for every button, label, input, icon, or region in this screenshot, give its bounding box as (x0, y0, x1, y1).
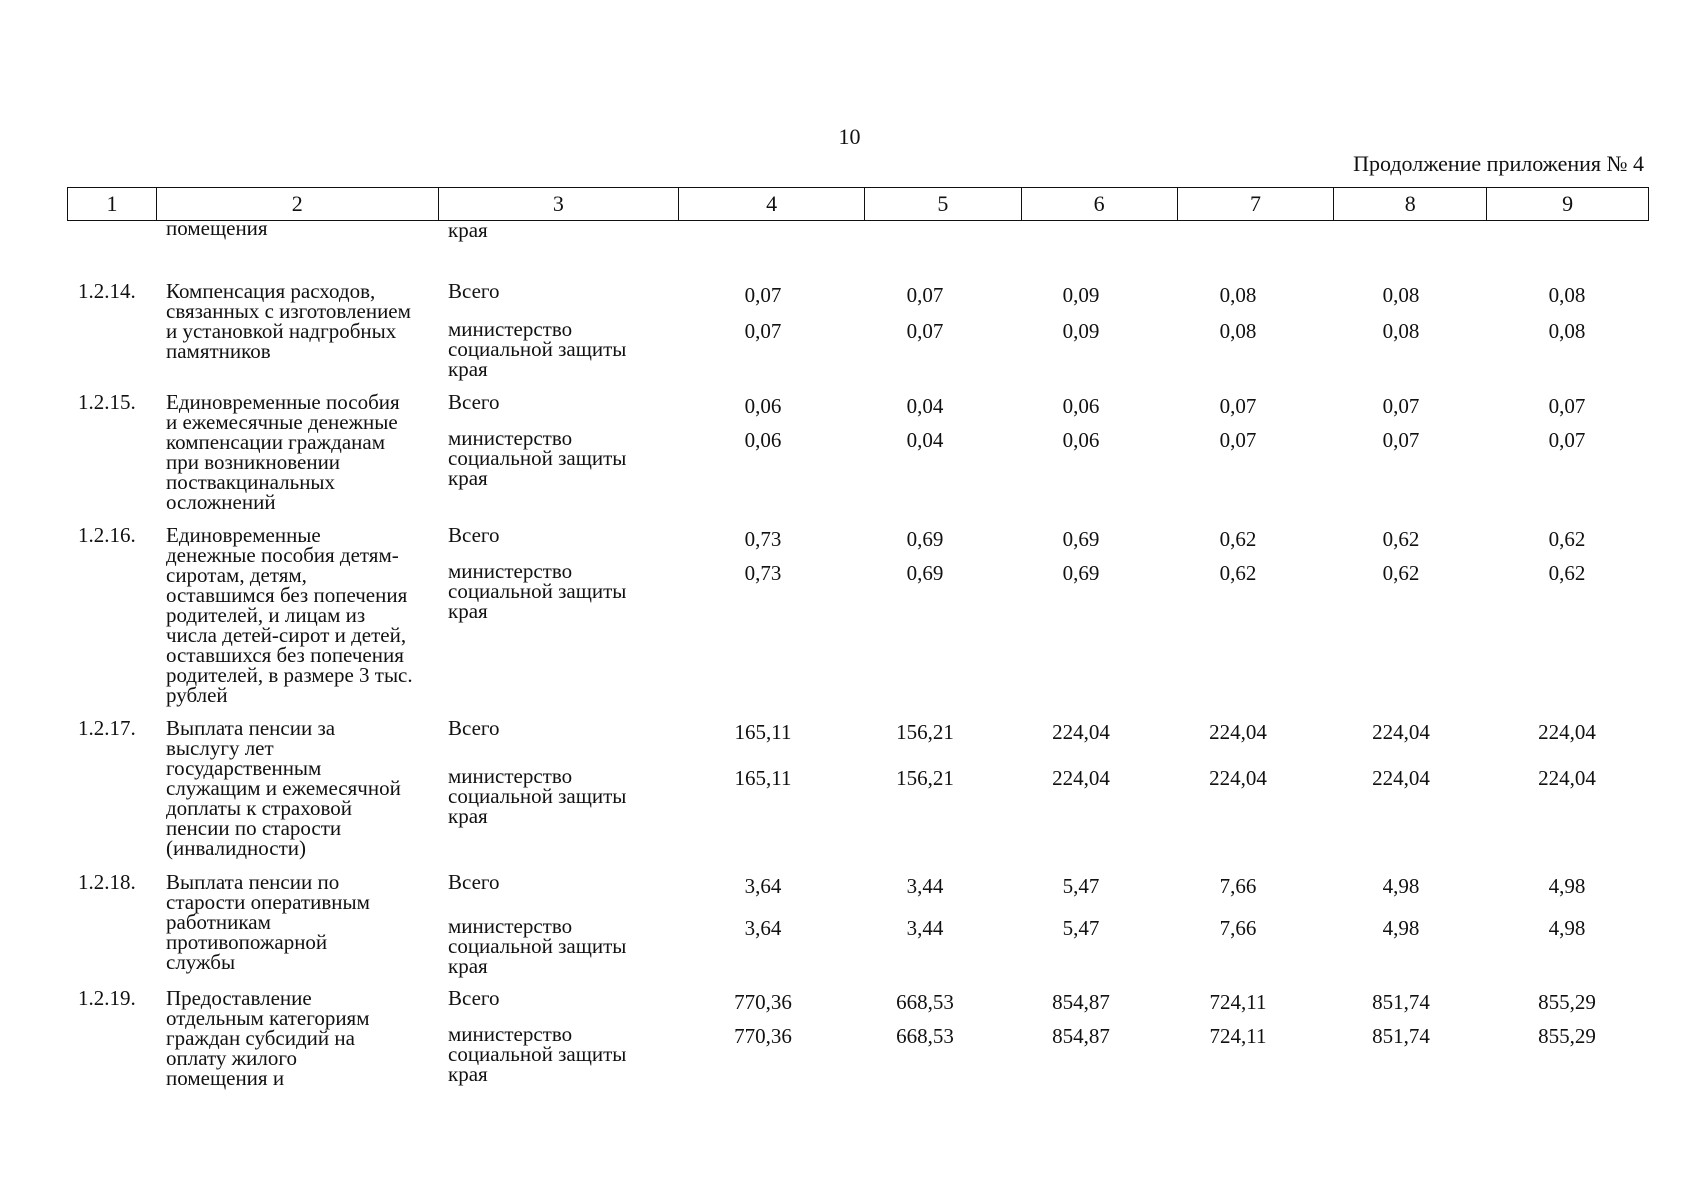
total-value-col-8: 0,62 (1382, 527, 1420, 551)
row-name (166, 281, 448, 361)
row-name-line: памятников (166, 339, 271, 363)
ministry-value-col-8: 0,07 (1382, 428, 1420, 452)
row-name-line: числа детей-сирот и детей, (166, 623, 407, 647)
ministry-value-col-6: 0,69 (1062, 561, 1100, 585)
total-value-col-7: 0,08 (1219, 283, 1257, 307)
ministry-value-col-6: 5,47 (1062, 916, 1100, 940)
ministry-value-col-8: 4,98 (1382, 916, 1420, 940)
header-col-2: 2 (157, 188, 439, 220)
page-number: 10 (838, 124, 861, 149)
header-col-8: 8 (1334, 188, 1487, 220)
executor-ministry-line: социальной защиты (448, 337, 627, 361)
row-name (166, 718, 448, 858)
header-col-3: 3 (439, 188, 680, 220)
total-value-col-7: 0,07 (1219, 394, 1257, 418)
continuation-label: Продолжение приложения № 4 (1353, 151, 1644, 176)
ministry-value-col-9: 0,08 (1548, 319, 1586, 343)
executor-total-label: Всего (448, 870, 500, 894)
ministry-value-col-5: 0,69 (906, 561, 944, 585)
header-col-5: 5 (865, 188, 1022, 220)
ministry-value-col-5: 0,07 (906, 319, 944, 343)
total-value-col-9: 0,07 (1548, 394, 1586, 418)
row-name-line: оставшимся без попечения (166, 583, 408, 607)
row-name-line: доплаты к страховой (166, 796, 352, 820)
ministry-value-col-9: 855,29 (1538, 1024, 1596, 1048)
ministry-value-col-7: 0,07 (1219, 428, 1257, 452)
row-name-line: Предоставление (166, 986, 312, 1010)
executor-ministry-line: социальной защиты (448, 446, 627, 470)
ministry-value-col-5: 668,53 (896, 1024, 954, 1048)
row-name-line: Единовременные пособия (166, 390, 400, 414)
executor-ministry-line: министерство (448, 1022, 573, 1046)
executor-ministry-line: министерство (448, 914, 573, 938)
total-value-col-5: 0,07 (906, 283, 944, 307)
total-value-col-5: 156,21 (896, 720, 954, 744)
row-name-line: родителей, в размере 3 тыс. (166, 663, 413, 687)
row-name-line: отдельным категориям (166, 1006, 370, 1030)
row-name-line: противопожарной (166, 930, 328, 954)
executor-ministry-line: социальной защиты (448, 784, 627, 808)
row-name-line: компенсации гражданам (166, 430, 385, 454)
total-value-col-6: 854,87 (1052, 990, 1110, 1014)
row-name-line: (инвалидности) (166, 836, 307, 860)
row-name-line: сиротам, детям, (166, 563, 307, 587)
row-name-line: служащим и ежемесячной (166, 776, 401, 800)
row-number: 1.2.15. (78, 390, 136, 414)
row-name (166, 988, 448, 1088)
ministry-value-col-9: 0,62 (1548, 561, 1586, 585)
ministry-value-col-7: 7,66 (1219, 916, 1257, 940)
row-name-line: и ежемесячные денежные (166, 410, 398, 434)
executor-ministry-line: министерство (448, 426, 573, 450)
executor-ministry-line: края (448, 599, 488, 623)
total-value-col-8: 224,04 (1372, 720, 1430, 744)
row-name (166, 872, 448, 972)
total-value-col-5: 3,44 (906, 874, 944, 898)
row-number: 1.2.17. (78, 716, 136, 740)
total-value-col-7: 0,62 (1219, 527, 1257, 551)
row-number: 1.2.14. (78, 279, 136, 303)
executor-ministry-label (448, 428, 678, 488)
executor-ministry-line: министерство (448, 559, 573, 583)
executor-ministry-line: социальной защиты (448, 1042, 627, 1066)
ministry-value-col-9: 224,04 (1538, 766, 1596, 790)
total-value-col-5: 0,69 (906, 527, 944, 551)
total-value-col-5: 0,04 (906, 394, 944, 418)
ministry-value-col-8: 0,62 (1382, 561, 1420, 585)
total-value-col-4: 770,36 (734, 990, 792, 1014)
total-value-col-6: 5,47 (1062, 874, 1100, 898)
row-name-line: Компенсация расходов, (166, 279, 376, 303)
header-col-6: 6 (1022, 188, 1178, 220)
total-value-col-9: 224,04 (1538, 720, 1596, 744)
total-value-col-4: 0,07 (744, 283, 782, 307)
total-value-col-7: 724,11 (1209, 990, 1267, 1014)
executor-ministry-line: социальной защиты (448, 934, 627, 958)
ministry-value-col-4: 0,06 (744, 428, 782, 452)
ministry-value-col-4: 165,11 (734, 766, 792, 790)
header-col-4: 4 (679, 188, 865, 220)
total-value-col-9: 855,29 (1538, 990, 1596, 1014)
executor-ministry-label (448, 916, 678, 976)
row-number: 1.2.16. (78, 523, 136, 547)
total-value-col-5: 668,53 (896, 990, 954, 1014)
row-name-line: родителей, и лицам из (166, 603, 366, 627)
ministry-value-col-5: 0,04 (906, 428, 944, 452)
ministry-value-col-8: 851,74 (1372, 1024, 1430, 1048)
row-name-line: рублей (166, 683, 228, 707)
row-name-line: помещения и (166, 1066, 285, 1090)
ministry-value-col-8: 224,04 (1372, 766, 1430, 790)
header-col-7: 7 (1178, 188, 1335, 220)
executor-ministry-line: края (448, 954, 488, 978)
executor-ministry-label (448, 766, 678, 826)
total-value-col-7: 224,04 (1209, 720, 1267, 744)
row-name-line: поствакцинальных (166, 470, 336, 494)
executor-ministry-label (448, 1024, 678, 1084)
executor-total-label: Всего (448, 390, 500, 414)
row-number: 1.2.19. (78, 986, 136, 1010)
total-value-col-8: 0,07 (1382, 394, 1420, 418)
table-header-row (67, 187, 1649, 221)
carryover-executor: края (448, 218, 488, 242)
header-col-1: 1 (68, 188, 157, 220)
total-value-col-8: 0,08 (1382, 283, 1420, 307)
executor-ministry-line: министерство (448, 317, 573, 341)
executor-ministry-line: министерство (448, 764, 573, 788)
ministry-value-col-6: 0,09 (1062, 319, 1100, 343)
executor-total-label: Всего (448, 986, 500, 1010)
total-value-col-6: 0,69 (1062, 527, 1100, 551)
total-value-col-4: 165,11 (734, 720, 792, 744)
ministry-value-col-9: 4,98 (1548, 916, 1586, 940)
total-value-col-9: 0,62 (1548, 527, 1586, 551)
ministry-value-col-7: 0,62 (1219, 561, 1257, 585)
ministry-value-col-6: 854,87 (1052, 1024, 1110, 1048)
row-name-line: оставшихся без попечения (166, 643, 404, 667)
total-value-col-9: 0,08 (1548, 283, 1586, 307)
row-name-line: выслугу лет (166, 736, 274, 760)
executor-total-label: Всего (448, 279, 500, 303)
row-name-line: осложнений (166, 490, 276, 514)
total-value-col-8: 851,74 (1372, 990, 1430, 1014)
row-name-line: Выплата пенсии за (166, 716, 336, 740)
ministry-value-col-4: 770,36 (734, 1024, 792, 1048)
carryover-name: помещения (166, 216, 268, 240)
executor-ministry-label (448, 561, 678, 621)
executor-total-label: Всего (448, 523, 500, 547)
row-name-line: службы (166, 950, 236, 974)
row-name-line: оплату жилого (166, 1046, 297, 1070)
executor-ministry-line: социальной защиты (448, 579, 627, 603)
ministry-value-col-6: 224,04 (1052, 766, 1110, 790)
row-name-line: связанных с изготовлением (166, 299, 411, 323)
total-value-col-4: 3,64 (744, 874, 782, 898)
total-value-col-6: 0,06 (1062, 394, 1100, 418)
executor-ministry-label (448, 319, 678, 379)
ministry-value-col-4: 3,64 (744, 916, 782, 940)
row-name-line: Выплата пенсии по (166, 870, 340, 894)
total-value-col-4: 0,06 (744, 394, 782, 418)
ministry-value-col-8: 0,08 (1382, 319, 1420, 343)
ministry-value-col-7: 724,11 (1209, 1024, 1267, 1048)
row-name-line: старости оперативным (166, 890, 370, 914)
row-name-line: граждан субсидий на (166, 1026, 355, 1050)
row-name-line: денежные пособия детям- (166, 543, 399, 567)
row-name-line: работникам (166, 910, 271, 934)
total-value-col-6: 0,09 (1062, 283, 1100, 307)
ministry-value-col-6: 0,06 (1062, 428, 1100, 452)
executor-ministry-line: края (448, 357, 488, 381)
total-value-col-4: 0,73 (744, 527, 782, 551)
executor-total-label: Всего (448, 716, 500, 740)
ministry-value-col-4: 0,73 (744, 561, 782, 585)
ministry-value-col-9: 0,07 (1548, 428, 1586, 452)
total-value-col-9: 4,98 (1548, 874, 1586, 898)
row-name-line: государственным (166, 756, 322, 780)
executor-ministry-line: края (448, 466, 488, 490)
ministry-value-col-5: 3,44 (906, 916, 944, 940)
row-name-line: пенсии по старости (166, 816, 342, 840)
ministry-value-col-7: 0,08 (1219, 319, 1257, 343)
row-name (166, 392, 448, 512)
total-value-col-6: 224,04 (1052, 720, 1110, 744)
header-col-9: 9 (1562, 191, 1574, 216)
total-value-col-7: 7,66 (1219, 874, 1257, 898)
row-name-line: и установкой надгробных (166, 319, 397, 343)
ministry-value-col-5: 156,21 (896, 766, 954, 790)
row-name-line: Единовременные (166, 523, 321, 547)
total-value-col-8: 4,98 (1382, 874, 1420, 898)
executor-ministry-line: края (448, 804, 488, 828)
executor-ministry-line: края (448, 1062, 488, 1086)
row-name (166, 525, 448, 705)
ministry-value-col-4: 0,07 (744, 319, 782, 343)
ministry-value-col-7: 224,04 (1209, 766, 1267, 790)
row-name-line: при возникновении (166, 450, 341, 474)
row-number: 1.2.18. (78, 870, 136, 894)
